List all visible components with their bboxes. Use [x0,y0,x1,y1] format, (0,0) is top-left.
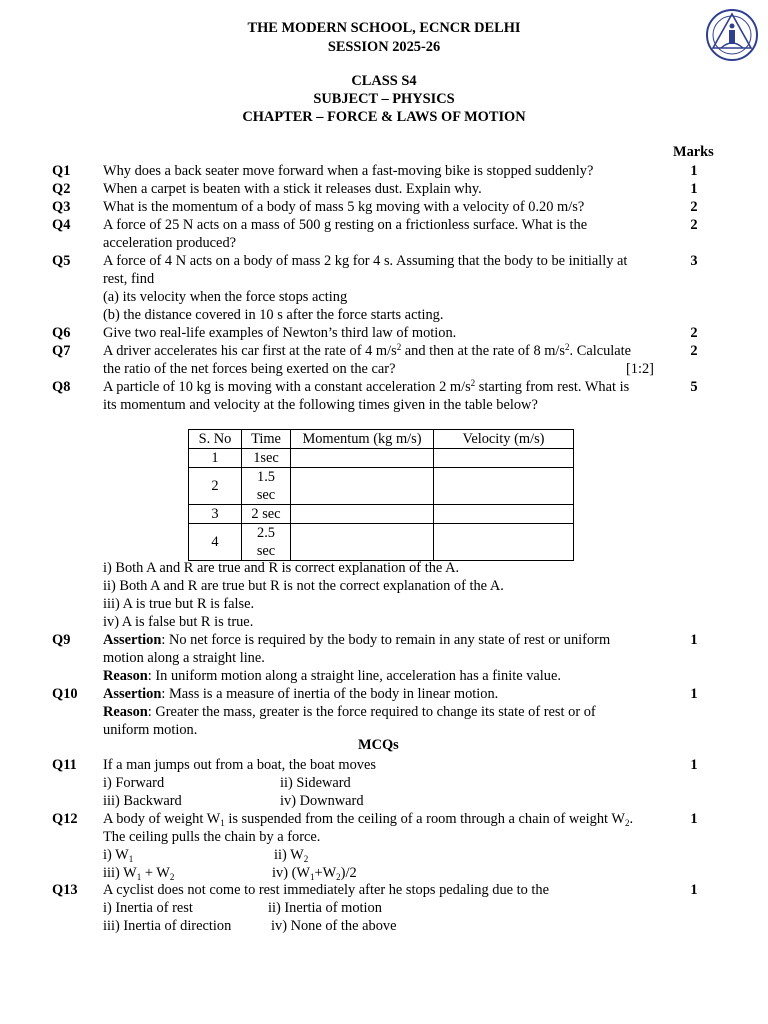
q9-reason: Reason: In uniform motion along a straight line, acceleration has a finite value. [103,668,561,684]
momentum-table [188,429,574,561]
class-label: CLASS S4 [351,73,417,89]
q12-text-line1: A body of weight $W_1$ is suspended from the ceiling of a room through a chain of weight $W_2$. [103,811,634,828]
q13-option-3: iii) Inertia of direction [103,918,232,934]
q8-text-line1: A particle of 10 kg is moving with a constant acceleration 2 $m/s^2$ starting from rest. What is [103,378,630,395]
q1-text: Why does a back seater move forward when a fast-moving bike is stopped suddenly? [103,163,594,179]
table-header-row [189,430,574,449]
q7-text-line1: A driver accelerates his car first at the rate of 4 $m/s^2$ and then at the rate of 8 $m/s^2$. Calculate [103,342,632,359]
q9-marks: 1 [690,632,698,648]
school-name: THE MODERN SCHOOL, ECNCR DELHI [247,20,521,36]
q11-option-3: iii) Backward [103,793,182,809]
q2-marks: 1 [690,181,698,197]
q2-text: When a carpet is beaten with a stick it releases dust. Explain why. [103,181,482,197]
q1-marks: 1 [690,163,698,179]
q3-number: Q3 [52,199,71,215]
q10-reason: Reason: Greater the mass, greater is the force required to change its state of rest or of [103,704,596,720]
q11-text: If a man jumps out from a boat, the boat moves [103,757,376,773]
q12-option-1: i) $W_1$ [103,847,134,864]
col-header-momentum: Momentum (kg m/s) [291,430,434,449]
q12-option-2: ii) $W_2$ [274,847,309,864]
q13-option-4: iv) None of the above [271,918,397,934]
cell-time: 2.5 sec [242,524,291,561]
q4-text-line2: acceleration produced? [103,235,237,251]
q10-number: Q10 [52,686,78,702]
q9-assertion: Assertion: No net force is required by the body to remain in any state of rest or uniform [103,632,611,648]
q10-assertion: Assertion: Mass is a measure of inertia of the body in linear motion. [103,686,499,702]
q13-marks: 1 [690,882,698,898]
q6-number: Q6 [52,325,71,341]
q8-text-line2: its momentum and velocity at the following times given in the table below? [103,397,538,413]
q4-number: Q4 [52,217,71,233]
q4-text-line1: A force of 25 N acts on a mass of 500 g resting on a frictionless surface. What is the [103,217,588,233]
cell-momentum [291,505,434,524]
cell-velocity [434,524,574,561]
cell-sno: 3 [189,505,242,524]
table-row [189,524,574,561]
q11-option-4: iv) Downward [280,793,364,809]
table-row [189,505,574,524]
session: SESSION 2025-26 [327,39,441,55]
cell-sno: 2 [189,468,242,505]
q5-number: Q5 [52,253,71,269]
cell-momentum [291,524,434,561]
q10-marks: 1 [690,686,698,702]
q9-assertion-line2: motion along a straight line. [103,650,265,666]
q3-marks: 2 [690,199,698,215]
q13-text: A cyclist does not come to rest immediately after he stops pedaling due to the [103,882,549,898]
q8-marks: 5 [690,379,698,395]
q5-text-line2: rest, find [103,271,155,287]
cell-time: 1.5 sec [242,468,291,505]
q5-marks: 3 [690,253,698,269]
q7-number: Q7 [52,343,71,359]
q12-option-4: iv) $(W_1+W_2)/2$ [272,865,357,882]
cell-time: 1sec [242,449,291,468]
col-header-sno: S. No [189,430,242,449]
q13-number: Q13 [52,882,78,898]
q5-text-line1: A force of 4 N acts on a body of mass 2 kg for 4 s. Assuming that the body to be initially at [103,253,628,269]
ar-option-ii: ii) Both A and R are true but R is not the correct explanation of the A. [103,578,504,594]
cell-sno: 1 [189,449,242,468]
cell-time: 2 sec [242,505,291,524]
q12-number: Q12 [52,811,78,827]
q6-text: Give two real-life examples of Newton’s third law of motion. [103,325,457,341]
marks-heading: Marks [673,144,714,160]
cell-velocity [434,468,574,505]
q1-number: Q1 [52,163,71,179]
q13-option-2: ii) Inertia of motion [268,900,382,916]
q11-option-1: i) Forward [103,775,165,791]
q11-marks: 1 [690,757,698,773]
q6-marks: 2 [690,325,698,341]
q5-part-b: (b) the distance covered in 10 s after the force starts acting. [103,307,444,323]
chapter-label: CHAPTER – FORCE & LAWS OF MOTION [242,109,526,125]
q7-marks: 2 [690,343,698,359]
q13-option-1: i) Inertia of rest [103,900,193,916]
q12-text-line2: The ceiling pulls the chain by a force. [103,829,321,845]
q2-number: Q2 [52,181,71,197]
cell-velocity [434,505,574,524]
q10-reason-line2: uniform motion. [103,722,198,738]
q5-part-a: (a) its velocity when the force stops acting [103,289,348,305]
q3-text: What is the momentum of a body of mass 5 kg moving with a velocity of 0.20 m/s? [103,199,585,215]
q9-number: Q9 [52,632,71,648]
q4-marks: 2 [690,217,698,233]
col-header-time: Time [242,430,291,449]
ar-option-iv: iv) A is false but R is true. [103,614,254,630]
table-row [189,449,574,468]
school-logo-icon [705,8,759,62]
cell-momentum [291,449,434,468]
cell-sno: 4 [189,524,242,561]
q11-option-2: ii) Sideward [280,775,351,791]
cell-velocity [434,449,574,468]
q12-marks: 1 [690,811,698,827]
q7-answer: [1:2] [626,361,654,377]
q12-option-3: iii) $W_1 + W_2$ [103,865,175,882]
mcq-heading: MCQs [358,737,399,753]
col-header-velocity: Velocity (m/s) [434,430,574,449]
subject-label: SUBJECT – PHYSICS [313,91,455,107]
q11-number: Q11 [52,757,77,773]
q7-text-line2: the ratio of the net forces being exerted on the car? [103,361,396,377]
ar-option-iii: iii) A is true but R is false. [103,596,255,612]
q8-number: Q8 [52,379,71,395]
table-row [189,468,574,505]
ar-option-i: i) Both A and R are true and R is correct explanation of the A. [103,560,460,576]
cell-momentum [291,468,434,505]
